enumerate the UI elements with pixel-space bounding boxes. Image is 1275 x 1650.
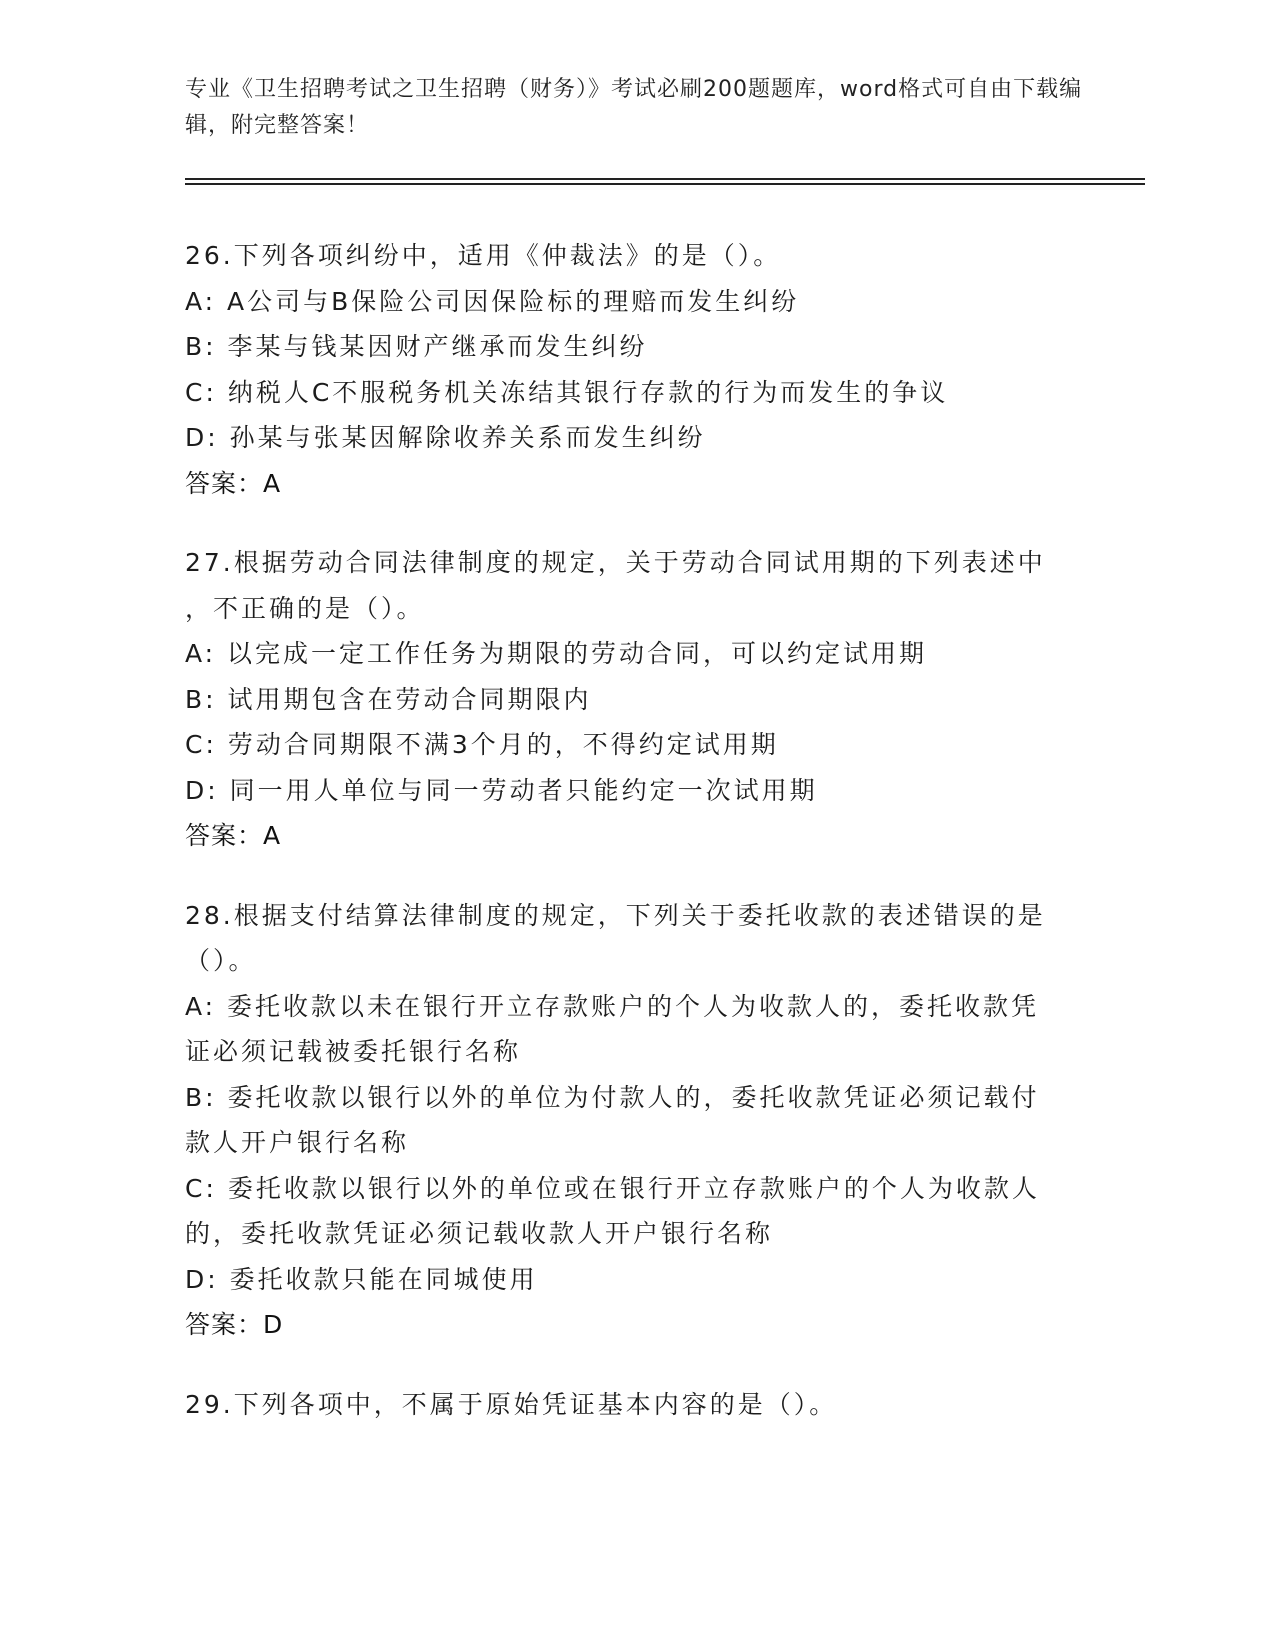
answer-option: D: 同一用人单位与同一劳动者只能约定一次试用期 — [185, 775, 818, 805]
header-rule-top — [185, 178, 1145, 180]
question-block — [185, 540, 1085, 859]
answer-option: A: 委托收款以未在银行开立存款账户的个人为收款人的，委托收款凭 — [185, 991, 1040, 1021]
answer-option: A: A公司与B保险公司因保险标的理赔而发生纠纷 — [185, 286, 800, 316]
answer-value: A — [263, 821, 282, 850]
question-block — [185, 233, 1085, 506]
question-stem: 27.根据劳动合同法律制度的规定，关于劳动合同试用期的下列表述中 — [185, 548, 1046, 577]
answer-line — [185, 1302, 1085, 1348]
answer-option: C: 劳动合同期限不满3个月的，不得约定试用期 — [185, 730, 779, 759]
answer-option: D: 孙某与张某因解除收养关系而发生纠纷 — [185, 423, 706, 452]
answer-label: 答案： — [185, 468, 264, 498]
answer-option: B: 试用期包含在劳动合同期限内 — [185, 684, 592, 714]
question-block — [185, 1382, 1085, 1428]
question-stem: （）。 — [185, 946, 257, 975]
answer-option: D: 委托收款只能在同城使用 — [185, 1264, 538, 1294]
answer-line — [185, 813, 1085, 859]
question-block — [185, 893, 1085, 1348]
answer-option: B: 委托收款以银行以外的单位为付款人的，委托收款凭证必须记载付 — [185, 1082, 1040, 1112]
answer-value: A — [263, 468, 282, 498]
answer-line — [185, 461, 1085, 507]
answer-option: 证必须记载被委托银行名称 — [185, 1037, 522, 1066]
question-stem: 29.下列各项中，不属于原始凭证基本内容的是（）。 — [185, 1389, 838, 1419]
question-list — [185, 233, 1085, 1461]
document-header: 专业《卫生招聘考试之卫生招聘（财务）》考试必刷200题题库，word格式可自由下载编辑，附完整答案！ — [185, 77, 1083, 138]
answer-value: D — [263, 1310, 284, 1339]
answer-option: C: 委托收款以银行以外的单位或在银行开立存款账户的个人为收款人 — [185, 1173, 1040, 1203]
answer-option: C: 纳税人C不服税务机关冻结其银行存款的行为而发生的争议 — [185, 377, 949, 407]
answer-label: 答案： — [185, 1310, 264, 1339]
question-stem: 26.下列各项纠纷中，适用《仲裁法》的是（）。 — [185, 241, 782, 270]
answer-label: 答案： — [185, 821, 264, 850]
answer-option: B: 李某与钱某因财产继承而发生纠纷 — [185, 332, 648, 361]
answer-option: 的，委托收款凭证必须记载收款人开户银行名称 — [185, 1219, 774, 1248]
answer-option: 款人开户银行名称 — [185, 1128, 410, 1157]
question-stem: 28.根据支付结算法律制度的规定，下列关于委托收款的表述错误的是 — [185, 900, 1046, 930]
question-stem: ，不正确的是（）。 — [185, 593, 425, 623]
header-rule-bottom — [185, 183, 1145, 185]
answer-option: A: 以完成一定工作任务为期限的劳动合同，可以约定试用期 — [185, 639, 928, 668]
